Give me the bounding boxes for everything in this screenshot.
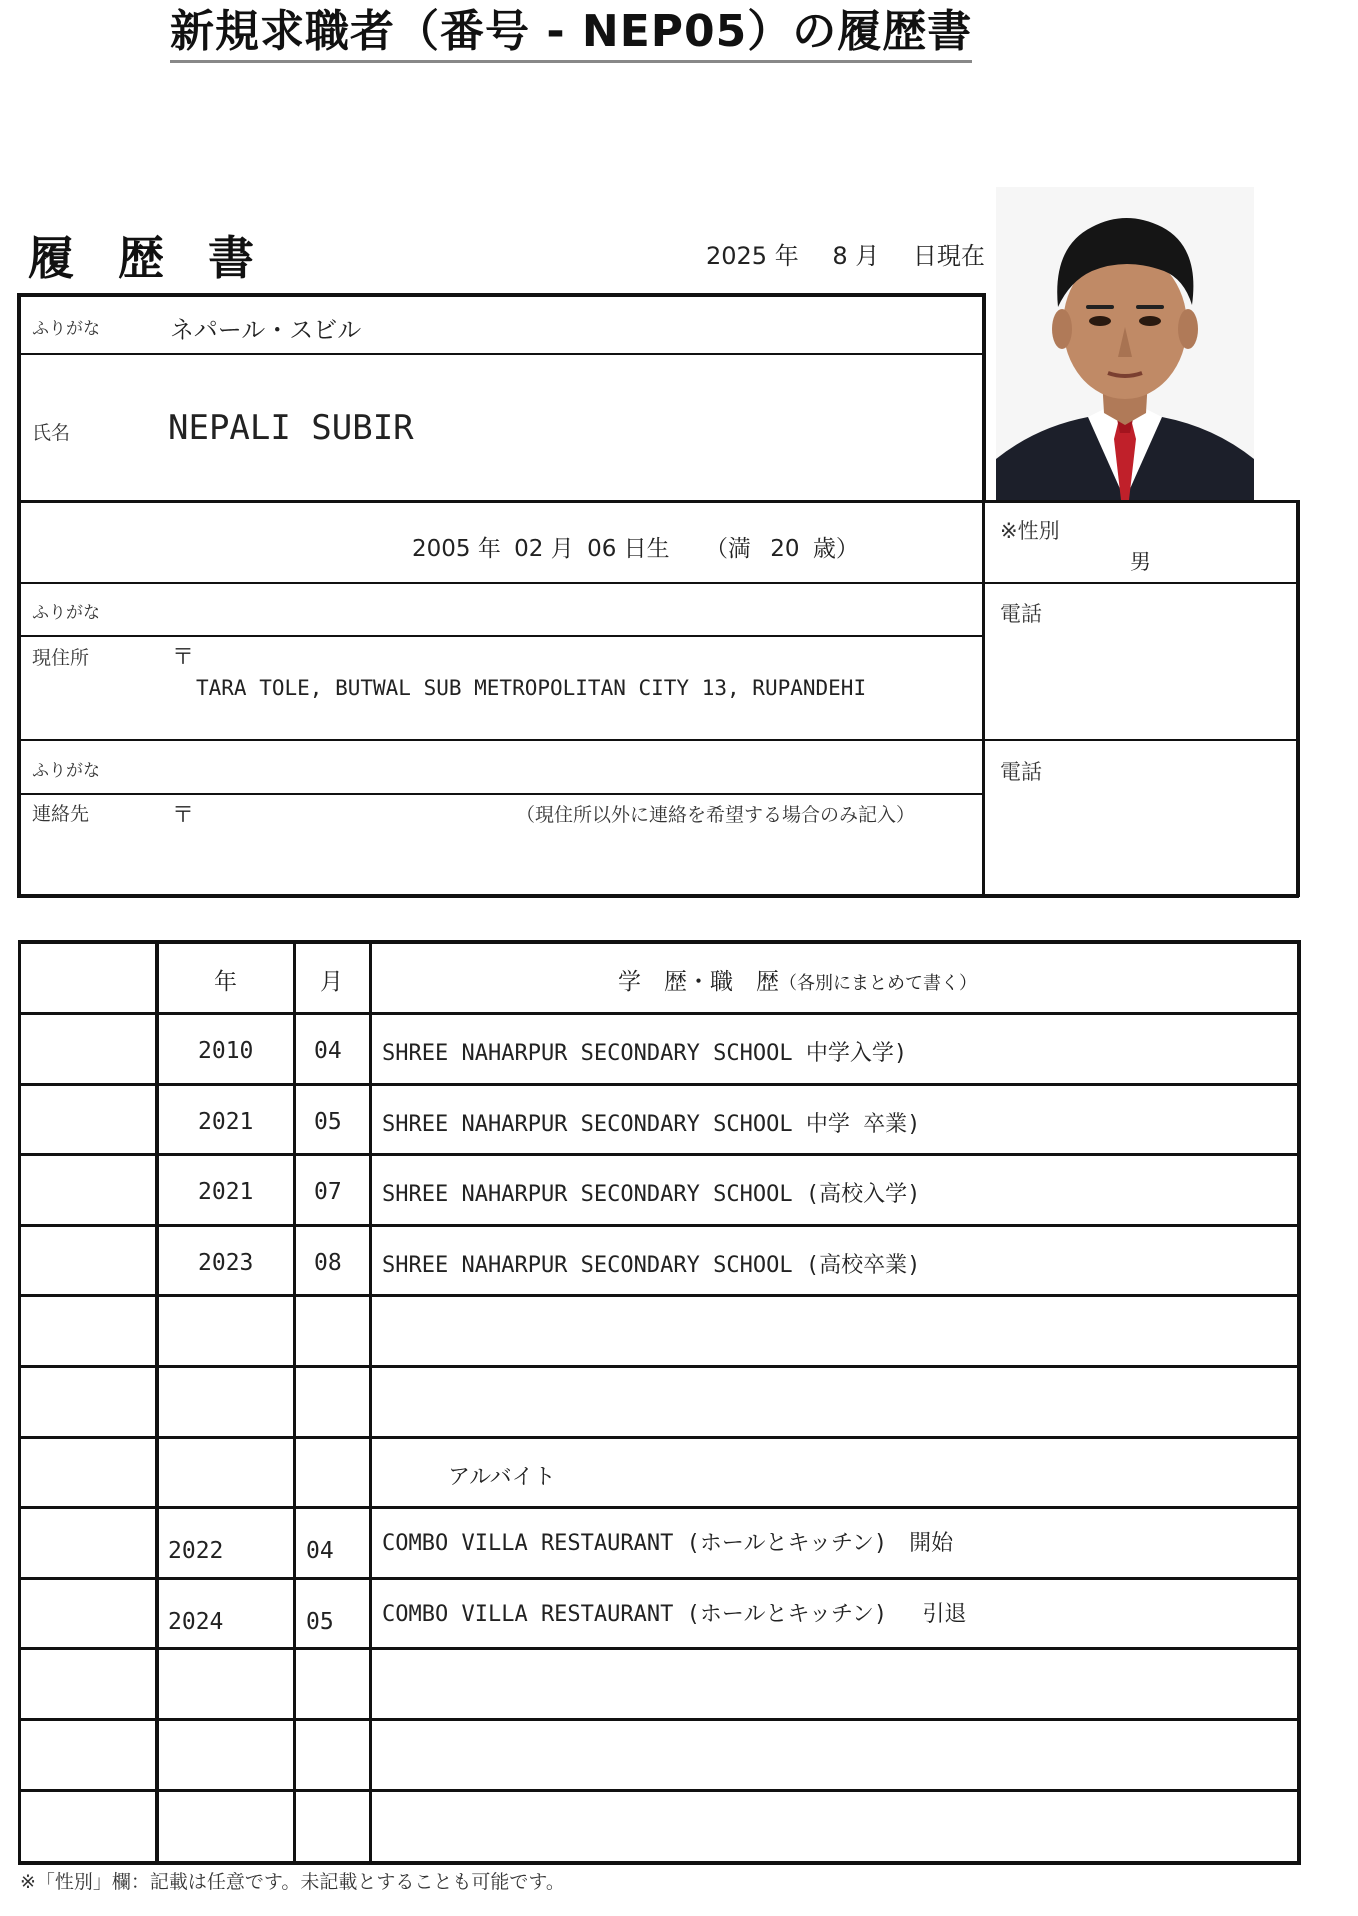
history-content: SHREE NAHARPUR SECONDARY SCHOOL 中学 卒業) [382,1112,921,1137]
history-table [18,940,1300,1865]
birth-day-unit: 日生 [623,536,670,562]
applicant-photo [996,187,1254,500]
history-month: 05 [306,1609,334,1635]
age-value: 20 [770,536,800,562]
history-month: 04 [306,1538,334,1564]
gender-label: ※性別 [1000,519,1060,543]
history-row [18,1155,1300,1226]
history-content: COMBO VILLA RESTAURANT (ホールとキッチン) 引退 [382,1602,967,1627]
address-furigana-label: ふりがな [32,603,100,623]
history-month: 05 [314,1109,342,1135]
history-row [18,1085,1300,1156]
history-row [18,1791,1300,1862]
contact-note: （現住所以外に連絡を希望する場合のみ記入） [516,804,916,826]
contact-furigana-label: ふりがな [32,761,100,781]
birth-year-unit: 年 [477,536,501,562]
gender-value: 男 [1130,550,1151,574]
history-row [18,1508,1300,1579]
address-phone-label: 電話 [1000,602,1042,626]
contact-label: 連絡先 [32,803,90,825]
furigana-value: ネパール・スビル [170,316,362,344]
date-day: 日現在 [912,242,985,270]
birth-month: 02 [514,536,544,562]
history-year: 2022 [168,1538,224,1564]
history-row [18,1438,1300,1509]
history-content: SHREE NAHARPUR SECONDARY SCHOOL (高校卒業) [382,1253,921,1278]
birth-month-unit: 月 [550,536,574,562]
name-value: NEPALI SUBIR [168,408,414,448]
history-row [18,1014,1300,1085]
birth-year: 2005 [412,536,471,562]
name-label: 氏名 [32,422,71,444]
history-content: COMBO VILLA RESTAURANT (ホールとキッチン) 開始 [382,1531,954,1556]
address-postal-mark: 〒 [172,645,195,670]
history-row [18,1579,1300,1650]
contact-postal-mark: 〒 [172,803,195,828]
history-year: 2021 [198,1109,254,1135]
history-year: 2023 [198,1250,254,1276]
date-now [706,236,985,271]
footnote: ※「性別」欄：記載は任意です。未記載とすることも可能です。 [20,1871,565,1893]
date-month: 8 月 [832,242,880,270]
history-month: 07 [314,1179,342,1205]
address-label: 現住所 [32,647,90,669]
age-unit: 歳） [812,536,859,562]
document-heading: 履 歴 書 [28,231,269,285]
history-row [18,1367,1300,1438]
birth-date [412,530,859,563]
age-prefix: （満 [704,536,751,562]
contact-phone-label: 電話 [1000,760,1042,784]
history-year: 2024 [168,1609,224,1635]
header-content [618,963,977,996]
date-year: 2025 年 [706,242,799,270]
furigana-label: ふりがな [32,319,100,339]
history-row [18,1720,1300,1791]
history-content: アルバイト [448,1465,556,1490]
birth-day: 06 [587,536,617,562]
history-content: SHREE NAHARPUR SECONDARY SCHOOL 中学入学) [382,1041,908,1066]
header-content-title: 学 歴・職 歴 [618,969,779,995]
page-title: 新規求職者（番号 - NEP05）の履歴書 [170,4,972,63]
history-row [18,1649,1300,1720]
history-row [18,1296,1300,1367]
header-content-note: （各別にまとめて書く） [779,973,977,994]
history-month: 08 [314,1250,342,1276]
history-content: SHREE NAHARPUR SECONDARY SCHOOL (高校入学) [382,1182,921,1207]
history-row [18,1226,1300,1297]
header-month: 月 [320,969,343,995]
header-year: 年 [214,969,237,995]
history-month: 04 [314,1038,342,1064]
history-year: 2010 [198,1038,254,1064]
history-year: 2021 [198,1179,254,1205]
address-value: TARA TOLE, BUTWAL SUB METROPOLITAN CITY 13, RUPANDEHI [196,676,867,700]
